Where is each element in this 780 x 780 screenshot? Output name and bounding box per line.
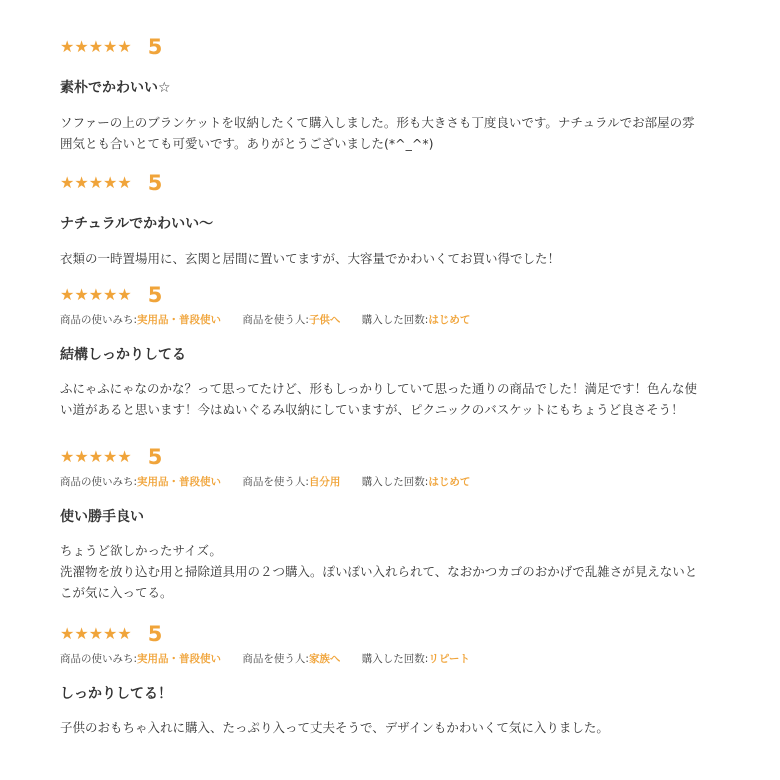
count-label: 購入した回数: <box>361 653 429 665</box>
review-meta <box>60 474 740 490</box>
user-meta <box>242 653 340 665</box>
usage-label: 商品の使いみち: <box>60 476 138 488</box>
review-title: 使い勝手良い <box>60 509 144 525</box>
rating-score: 5 <box>147 621 163 646</box>
user-meta <box>242 476 340 488</box>
count-value: はじめて <box>428 476 471 488</box>
rating-score: 5 <box>147 282 163 307</box>
star-rating-icon: ★★★★★ <box>60 37 132 56</box>
rating-row <box>60 169 740 197</box>
usage-meta <box>60 476 221 488</box>
review-meta <box>60 312 740 328</box>
review-card <box>60 33 740 154</box>
review-meta <box>60 651 740 667</box>
star-rating-icon: ★★★★★ <box>60 447 132 466</box>
count-label: 購入した回数: <box>361 476 429 488</box>
star-rating-icon: ★★★★★ <box>60 624 132 643</box>
rating-row <box>60 33 740 61</box>
rating-score: 5 <box>147 34 163 59</box>
user-label: 商品を使う人: <box>242 476 309 488</box>
user-value: 家族へ <box>308 653 341 665</box>
count-label: 購入した回数: <box>361 314 429 326</box>
review-body: 子供のおもちゃ入れに購入、たっぷり入って丈夫そうで、デザインもかわいくて気に入りました。 <box>60 720 609 735</box>
user-value: 自分用 <box>308 476 341 488</box>
review-card <box>60 169 740 269</box>
star-rating-icon: ★★★★★ <box>60 285 132 304</box>
usage-label: 商品の使いみち: <box>60 653 138 665</box>
usage-meta <box>60 653 221 665</box>
rating-score: 5 <box>147 170 163 195</box>
review-title: 素朴でかわいい☆ <box>60 80 171 96</box>
review-title: 結構しっかりしてる <box>60 347 186 363</box>
rating-row <box>60 443 740 471</box>
usage-label: 商品の使いみち: <box>60 314 138 326</box>
rating-row <box>60 281 740 309</box>
user-label: 商品を使う人: <box>242 314 309 326</box>
count-meta <box>362 653 470 665</box>
count-value: はじめて <box>428 314 471 326</box>
usage-meta <box>60 314 221 326</box>
count-meta <box>362 314 471 326</box>
review-body: 衣類の一時置場用に、玄関と居間に置いてますが、大容量でかわいくてお買い得でした！ <box>60 251 561 266</box>
review-body: ちょうど欲しかったサイズ。 洗濯物を放り込む用と掃除道具用の２つ購入。ぽいぽい入れられて、なおかつカゴのおかげで乱雑さが見えないと こが気に入ってる。 <box>60 543 698 600</box>
user-label: 商品を使う人: <box>242 653 309 665</box>
user-value: 子供へ <box>308 314 341 326</box>
review-body: ふにゃふにゃなのかな？って思ってたけど、形もしっかりしていて思った通りの商品でした！満足です！色んな使 い道があると思います！今はぬいぐるみ収納にしていますが、ピクニックのバスケットにもちょうど良さそう！ <box>60 381 698 417</box>
star-rating-icon: ★★★★★ <box>60 173 132 192</box>
review-card <box>60 281 740 420</box>
user-meta <box>242 314 340 326</box>
review-card <box>60 443 740 603</box>
rating-score: 5 <box>147 444 163 469</box>
count-meta <box>362 476 471 488</box>
usage-value: 実用品・普段使い <box>137 653 222 665</box>
review-title: ナチュラルでかわいい〜 <box>60 216 214 232</box>
usage-value: 実用品・普段使い <box>137 314 222 326</box>
count-value: リピート <box>428 653 470 665</box>
review-card <box>60 620 740 738</box>
review-body: ソファーの上のブランケットを収納したくて購入しました。形も大きさも丁度良いです。ナチュラルでお部屋の雰 囲気とも合いとても可愛いです。ありがとうございました(*^_^*) <box>60 115 695 151</box>
review-title: しっかりしてる！ <box>60 686 172 702</box>
usage-value: 実用品・普段使い <box>137 476 222 488</box>
rating-row <box>60 620 740 648</box>
